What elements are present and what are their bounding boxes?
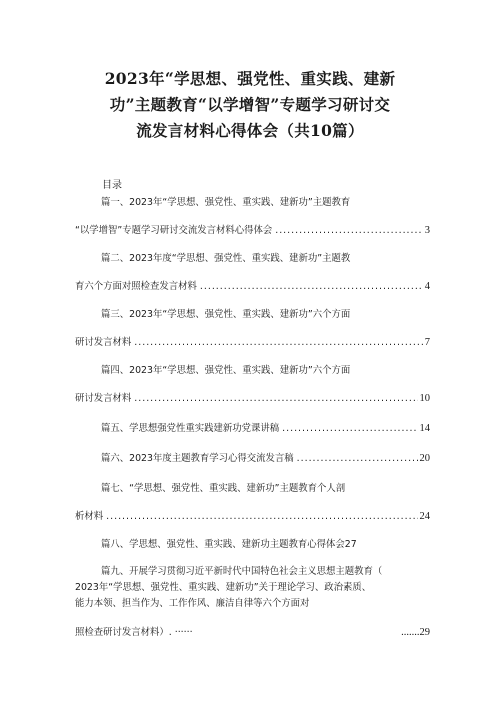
toc-entry-text: 篇四、2023年“学思想、强党性、重实践、建新功”六个方面: [101, 365, 351, 376]
toc-entry-8[interactable]: [75, 538, 430, 552]
page-number: 14: [419, 423, 430, 434]
page-number: .......29: [401, 627, 430, 638]
toc-entry-text: 篇八、学思想、强党性、重实践、建新功主题教育心得体会27: [101, 539, 357, 550]
document-title: [60, 66, 440, 144]
page-number: 20: [419, 453, 430, 464]
leader-dots: [200, 280, 423, 294]
toc-entry-7[interactable]: [75, 482, 430, 524]
leader-dots: [282, 422, 417, 436]
toc-entry-text: 篇五、学思想强党性重实践建新功党课讲稿: [101, 423, 280, 434]
title-line: 功”主题教育“以学增智”专题学习研讨交: [109, 95, 391, 114]
page-number: 24: [419, 511, 430, 522]
toc-entry-2[interactable]: [75, 252, 430, 294]
toc-entry-1[interactable]: [75, 196, 430, 238]
toc-entry-text: 析材料: [75, 511, 104, 522]
leader-dots: [106, 510, 417, 524]
toc-entry-text: 照检查研讨发言材料）. ······: [75, 627, 193, 638]
page-number: 4: [424, 281, 430, 292]
toc-entry-text: 研讨发言材料: [75, 393, 132, 404]
leader-dots: [297, 452, 418, 466]
toc-entry-text: 篇七、“学思想、强党性、重实践、建新功”主题教育个人剖: [101, 483, 346, 494]
toc-entry-text: 育六个方面对照检查发言材料: [75, 281, 197, 292]
toc-entry-9[interactable]: [75, 564, 430, 640]
page-number: 3: [424, 225, 430, 236]
toc-entry-3[interactable]: [75, 308, 430, 350]
title-line: 2023年“学思想、强党性、重实践、建新: [104, 69, 396, 88]
page-number: 10: [419, 393, 430, 404]
toc-entry-5[interactable]: [75, 422, 430, 436]
toc-entry-text: 能力本领、担当作为、工作作风、廉洁自律等六个方面对: [75, 598, 310, 609]
toc-entry-text: 篇六、2023年度主题教育学习心得交流发言稿: [101, 453, 294, 464]
toc-entry-text: 2023年“学思想、强党性、重实践、建新功”关于理论学习、政治素质、: [75, 582, 372, 593]
toc-entry-text: 篇九、开展学习贯彻习近平新时代中国特色社会主义思想主题教育（: [101, 566, 383, 577]
title-line: 流发言材料心得体会（共10篇）: [136, 121, 364, 140]
page-number: 7: [424, 337, 430, 348]
toc-heading: 目录: [102, 180, 122, 191]
toc-entry-6[interactable]: [75, 452, 430, 466]
leader-dots: [275, 224, 423, 238]
toc-entry-text: 研讨发言材料: [75, 337, 132, 348]
leader-dots: [134, 336, 422, 350]
toc-entry-text: 篇二、2023年度“学思想、强党性、重实践、建新功”主题教: [101, 253, 351, 264]
toc-entry-text: “以学增智”专题学习研讨交流发言材料心得体会: [75, 225, 273, 236]
leader-dots: [134, 392, 417, 406]
toc-entry-text: 篇一、2023年“学思想、强党性、重实践、建新功”主题教育: [101, 197, 351, 208]
toc-entry-4[interactable]: [75, 364, 430, 406]
toc-entry-text: 篇三、2023年“学思想、强党性、重实践、建新功”六个方面: [101, 309, 351, 320]
